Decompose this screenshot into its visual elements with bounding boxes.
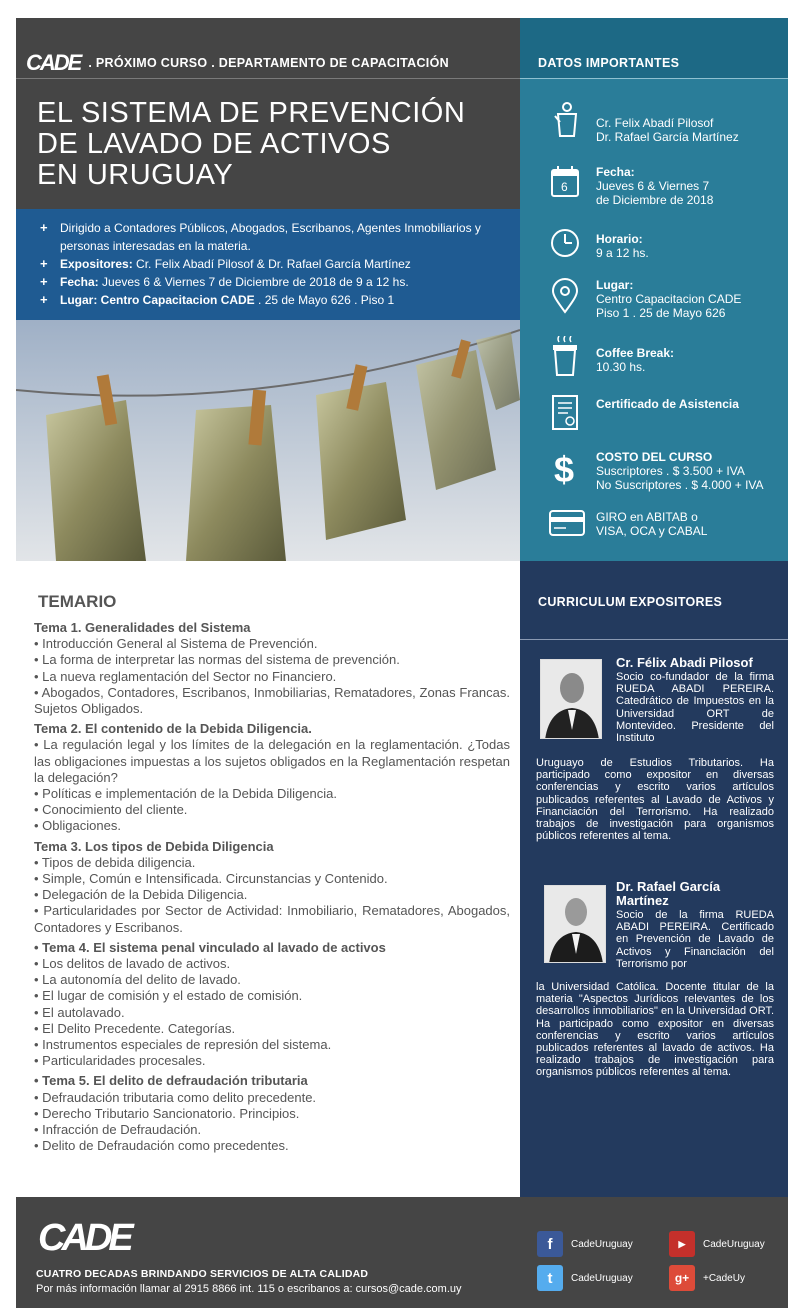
topic-item: • Tipos de debida diligencia. xyxy=(34,854,196,870)
topic-item: • Abogados, Contadores, Escribanos, Inmobiliarias, Rematadores, Zonas Francas. Sujetos Obligados. xyxy=(34,684,510,717)
calendar-day: 6 xyxy=(561,180,568,194)
topic-item: • Obligaciones. xyxy=(34,818,121,834)
facebook-label: CadeUruguay xyxy=(571,1238,633,1250)
date-value: Jueves 6 & Viernes 7 de Diciembre de 2018 de 9 a 12 hs. xyxy=(98,275,409,289)
coffee-break-label: Coffee Break: xyxy=(596,346,675,360)
cade-logo: CADE xyxy=(38,1217,130,1259)
time-value: 9 a 12 hs. xyxy=(596,246,649,260)
location-line-2: Piso 1 . 25 de Mayo 626 xyxy=(596,306,726,320)
syllabus-topic xyxy=(34,839,510,936)
header-subtitle: . PRÓXIMO CURSO . DEPARTAMENTO DE CAPACITACIÓN xyxy=(88,56,449,70)
payment-text xyxy=(596,510,707,538)
date-line-1: Jueves 6 & Viernes 7 xyxy=(596,179,710,193)
time-label: Horario: xyxy=(596,232,643,246)
cv-title: CURRICULUM EXPOSITORES xyxy=(538,595,723,609)
topic-item: • Defraudación tributaria como delito precedente. xyxy=(34,1089,317,1105)
title-line-1: EL SISTEMA DE PREVENCIÓN xyxy=(37,97,466,129)
topic-item: • La nueva reglamentación del Sector no Financiero. xyxy=(34,668,337,684)
map-pin-icon xyxy=(550,278,580,314)
topic-heading: Tema 2. El contenido de la Debida Diligencia. xyxy=(34,721,312,737)
cost-label: COSTO DEL CURSO xyxy=(596,450,713,464)
speaker-1-bio-b: Uruguayo de Estudios Tributarios. Ha participado como expositor en diversas conferencias y escrito varios artículos publicados referentes al Lavado de Activos y Financiación del Terrorismo. Ha realizado trabajos de investigación para organismos públicos referentes al tema. xyxy=(536,757,774,843)
twitter-icon: t xyxy=(537,1265,563,1291)
topic-item: • Delegación de la Debida Diligencia. xyxy=(34,887,248,903)
topic-item: • Infracción de Defraudación. xyxy=(34,1122,202,1138)
topic-item: • Políticas e implementación de la Debida Diligencia. xyxy=(34,786,337,802)
certificate-text xyxy=(596,397,739,411)
topic-item: • El lugar de comisión y el estado de comisión. xyxy=(34,988,303,1004)
topic-item: • Simple, Común e Intensificada. Circunstancias y Contenido. xyxy=(34,871,388,887)
divider xyxy=(520,639,788,640)
speaker-1-photo xyxy=(540,659,602,739)
summary-location xyxy=(40,291,510,309)
speaker-2-bio-b: la Universidad Católica. Docente titular de la materia "Aspectos Jurídicos relevantes de los desarrollos inmobiliarios" en la Universidad ORT. Ha participado como expositor en diversas conferencias y escrito varios artículos publicados referentes al lavado de activos. Ha realizado trabajos de investigación para organismos públicos referentes al tema. xyxy=(536,981,774,1079)
panel-title: DATOS IMPORTANTES xyxy=(538,56,680,70)
divider xyxy=(520,78,788,79)
title-line-2: DE LAVADO DE ACTIVOS xyxy=(37,128,391,160)
syllabus-topic xyxy=(34,1073,510,1154)
location-label: Lugar: Centro Capacitacion CADE xyxy=(60,293,255,307)
speakers-label: Expositores: xyxy=(60,257,133,271)
money-laundering-photo xyxy=(16,320,520,561)
googleplus-icon: g+ xyxy=(669,1265,695,1291)
twitter-label: CadeUruguay xyxy=(571,1272,633,1284)
speaker-1-name: Cr. Félix Abadi Pilosof xyxy=(616,655,753,670)
syllabus-section xyxy=(16,561,520,1197)
date-text xyxy=(596,165,713,207)
person-portrait-icon xyxy=(545,886,606,963)
topic-item: • Instrumentos especiales de represión del sistema. xyxy=(34,1037,332,1053)
topic-heading: • Tema 5. El delito de defraudación tributaria xyxy=(34,1073,308,1089)
location-label: Lugar: xyxy=(596,278,634,292)
payment-line-2: VISA, OCA y CABAL xyxy=(596,524,708,538)
credit-card-icon xyxy=(548,508,586,538)
syllabus-topic xyxy=(34,940,510,1070)
date-label: Fecha: xyxy=(60,275,99,289)
speaker-1-bio-a: Socio co-fundador de la firma RUEDA ABADI PEREIRA. Catedrático de Impuestos en la Universidad ORT de Montevideo. Presidente del Instituto xyxy=(616,671,774,745)
summary-audience xyxy=(40,219,510,255)
date-line-2: de Diciembre de 2018 xyxy=(596,193,714,207)
person-icon xyxy=(552,102,582,138)
hanging-bills-illustration xyxy=(16,320,520,561)
important-data-panel xyxy=(520,18,788,561)
syllabus-title: TEMARIO xyxy=(38,592,117,611)
speaker-2-name: Dr. Rafael García Martínez xyxy=(616,879,721,908)
speaker-1: Cr. Felix Abadí Pilosof xyxy=(596,116,714,130)
topic-item: • La autonomía del delito de lavado. xyxy=(34,972,241,988)
topic-heading: Tema 1. Generalidades del Sistema xyxy=(34,620,251,635)
person-portrait-icon xyxy=(541,660,602,739)
topic-item: • Introducción General al Sistema de Prevención. xyxy=(34,636,318,652)
topic-item: • Particularidades procesales. xyxy=(34,1053,206,1069)
topic-item: • La forma de interpretar las normas del sistema de prevención. xyxy=(34,652,400,668)
speaker-2: Dr. Rafael García Martínez xyxy=(596,130,739,144)
facebook-icon: f xyxy=(537,1231,563,1257)
dollar-icon: $ xyxy=(554,449,575,490)
footer-tagline: CUATRO DECADAS BRINDANDO SERVICIOS DE ALTA CALIDAD xyxy=(36,1268,369,1280)
clock-icon xyxy=(550,225,580,261)
cost-subscribers: Suscriptores . $ 3.500 + IVA xyxy=(596,464,745,478)
topic-heading: Tema 3. Los tipos de Debida Diligencia xyxy=(34,838,274,854)
topic-heading: • Tema 4. El sistema penal vinculado al lavado de activos xyxy=(34,939,386,955)
googleplus-link[interactable] xyxy=(669,1265,745,1291)
course-summary xyxy=(16,209,520,320)
speaker-2-bio-a: Socio de la firma RUEDA ABADI PEREIRA. Certificado en Prevención de Lavado de Activos y Financiación del Terrorismo por xyxy=(616,909,774,970)
topic-item: • La regulación legal y los límites de la delegación en la reglamentación. ¿Todas las obligaciones impuestas a los sujetos obligados en la Reglamentación respetan la delegación? xyxy=(34,737,510,785)
cost-non-subscribers: No Suscriptores . $ 4.000 + IVA xyxy=(596,478,764,492)
payment-line-1: GIRO en ABITAB o xyxy=(596,510,698,524)
location-line-1: Centro Capacitacion CADE xyxy=(596,292,742,306)
coffee-break-text xyxy=(596,346,674,374)
certificate-label: Certificado de Asistencia xyxy=(596,397,739,411)
time-text xyxy=(596,232,649,260)
speakers-value: Cr. Felix Abadí Pilosof & Dr. Rafael García Martínez xyxy=(132,257,411,271)
googleplus-label: +CadeUy xyxy=(703,1272,745,1284)
speakers-cv-panel xyxy=(520,561,788,1197)
youtube-label: CadeUruguay xyxy=(703,1238,765,1250)
course-title xyxy=(37,98,517,191)
speakers-text xyxy=(596,116,739,144)
topic-item: • El Delito Precedente. Categorías. xyxy=(34,1020,236,1036)
topic-item: • Delito de Defraudación como precedentes. xyxy=(34,1138,289,1154)
coffee-break-value: 10.30 hs. xyxy=(596,360,646,374)
twitter-link[interactable] xyxy=(537,1265,633,1291)
summary-speakers xyxy=(40,255,510,273)
youtube-link[interactable] xyxy=(669,1231,765,1257)
summary-date xyxy=(40,273,510,291)
date-label: Fecha: xyxy=(596,165,635,179)
speaker-2-photo xyxy=(544,885,606,963)
location-text xyxy=(596,278,741,320)
certificate-icon xyxy=(550,395,580,431)
course-header xyxy=(16,18,520,209)
location-value: . 25 de Mayo 626 . Piso 1 xyxy=(254,293,395,307)
syllabus-topic xyxy=(34,721,510,834)
topic-item: • Conocimiento del cliente. xyxy=(34,802,188,818)
topic-item: • Particularidades por Sector de Actividad: Inmobiliario, Rematadores, Abogados, Contadores y Escribanos. xyxy=(34,903,510,935)
youtube-icon: ▶ xyxy=(669,1231,695,1257)
syllabus-topic xyxy=(34,620,510,717)
divider xyxy=(16,78,520,79)
cade-logo: CADE xyxy=(26,50,81,75)
topic-item: • El autolavado. xyxy=(34,1004,125,1020)
syllabus-body xyxy=(34,620,510,1159)
cost-text xyxy=(596,450,764,492)
footer xyxy=(16,1197,788,1308)
coffee-cup-icon xyxy=(550,336,580,376)
topic-item: • Los delitos de lavado de activos. xyxy=(34,956,231,972)
footer-contact: Por más información llamar al 2915 8866 int. 115 o escribanos a: cursos@cade.com.uy xyxy=(36,1283,462,1295)
title-line-3: EN URUGUAY xyxy=(37,159,234,191)
facebook-link[interactable] xyxy=(537,1231,633,1257)
audience-text: Dirigido a Contadores Públicos, Abogados, Escribanos, Agentes Inmobiliarios y personas interesadas en la materia. xyxy=(60,221,481,253)
panel-header xyxy=(520,18,788,78)
topic-item: • Derecho Tributario Sancionatorio. Principios. xyxy=(34,1105,300,1121)
